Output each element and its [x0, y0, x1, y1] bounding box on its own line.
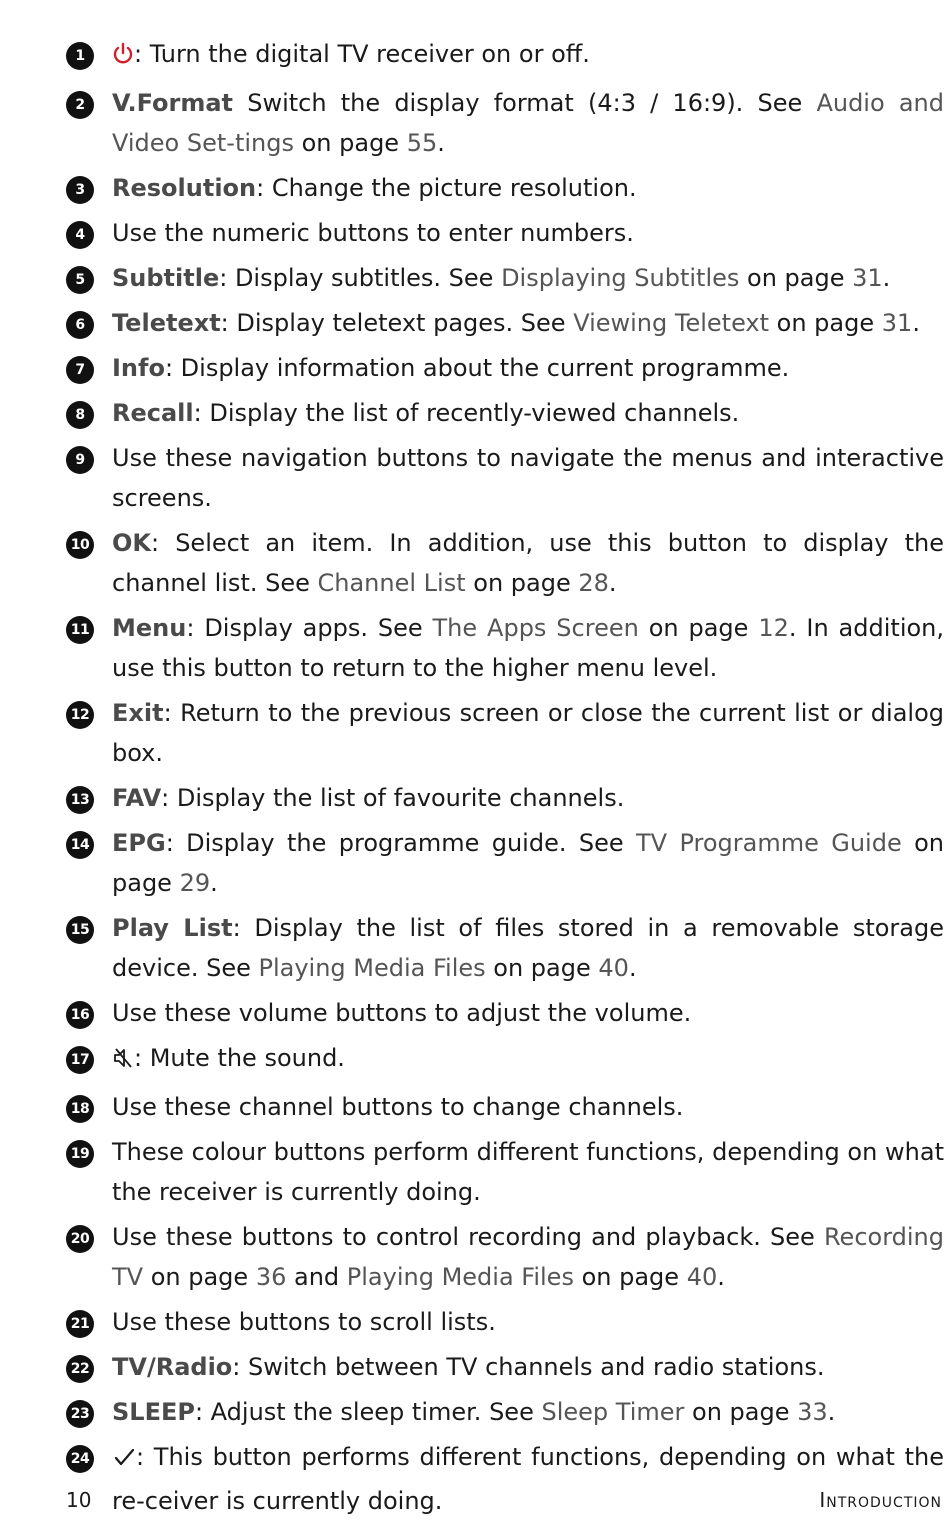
cross-reference-link[interactable]: Displaying Subtitles [501, 264, 740, 292]
description-text: : Display the list of favourite channels. [161, 784, 625, 812]
item-number-badge: 1 [66, 42, 94, 70]
list-item [66, 348, 944, 388]
description-text: . [912, 309, 920, 337]
list-item [66, 1302, 944, 1342]
item-number-badge: 2 [66, 91, 94, 119]
item-number-badge: 24 [66, 1445, 94, 1473]
cross-reference-link[interactable]: The Apps Screen [432, 614, 639, 642]
list-item [66, 908, 944, 988]
description-text: : Mute the sound. [134, 1044, 345, 1072]
cross-reference-link[interactable]: Audio and Video Set-tings [112, 89, 944, 157]
mute-icon [112, 1042, 134, 1082]
list-item [66, 393, 944, 433]
list-item [66, 523, 944, 603]
button-name: Recall [112, 399, 194, 427]
cross-reference-link[interactable]: 40 [686, 1263, 718, 1291]
item-number-badge: 8 [66, 401, 94, 429]
button-name: SLEEP [112, 1398, 195, 1426]
item-number-badge: 11 [66, 616, 94, 644]
button-name: TV/Radio [112, 1353, 233, 1381]
description-text: : Display information about the current programme. [164, 354, 790, 382]
cross-reference-link[interactable]: 40 [598, 954, 629, 982]
cross-reference-link[interactable]: Viewing Teletext [573, 309, 770, 337]
list-item [66, 778, 944, 818]
description-text: . In addition, use this button to return to the higher menu level. [112, 614, 945, 682]
list-item [66, 213, 944, 253]
cross-reference-link[interactable]: 12 [758, 614, 789, 642]
description-text: Switch the display format (4:3 / 16:9). See [233, 89, 817, 117]
item-number-badge: 16 [66, 1001, 94, 1029]
button-description-list [66, 34, 944, 1526]
description-text: on page [769, 309, 882, 337]
description-text: : This button performs different functions, depending on what the re-ceiver is currently doing. [112, 1443, 944, 1515]
list-item [66, 1347, 944, 1387]
button-name: Menu [112, 614, 187, 642]
item-number-badge: 21 [66, 1310, 94, 1338]
list-item [66, 823, 944, 903]
item-number-badge: 19 [66, 1140, 94, 1168]
description-text: : Change the picture resolution. [256, 174, 637, 202]
item-number-badge: 22 [66, 1355, 94, 1383]
page-number: 10 [66, 1488, 92, 1512]
description-text: Use these navigation buttons to navigate the menus and interactive screens. [112, 444, 944, 512]
description-text: . [628, 954, 637, 982]
list-item [66, 1217, 944, 1297]
list-item [66, 1038, 944, 1082]
description-text: Use these buttons to control recording and playback. See [112, 1223, 824, 1251]
description-text: . [827, 1398, 836, 1426]
description-text: and [286, 1263, 347, 1291]
item-number-badge: 20 [66, 1225, 94, 1253]
button-name: Resolution [112, 174, 257, 202]
cross-reference-link[interactable]: 31 [881, 309, 913, 337]
list-item [66, 438, 944, 518]
item-number-badge: 4 [66, 221, 94, 249]
description-text: on page [739, 264, 853, 292]
list-item [66, 1087, 944, 1127]
cross-reference-link[interactable]: Playing Media Files [346, 1263, 574, 1291]
item-number-badge: 12 [66, 701, 94, 729]
description-text: Use these channel buttons to change channels. [112, 1093, 684, 1121]
button-name: Subtitle [112, 264, 220, 292]
item-number-badge: 15 [66, 916, 94, 944]
cross-reference-link[interactable]: TV Programme Guide [636, 829, 902, 857]
description-text: : Switch between TV channels and radio stations. [232, 1353, 825, 1381]
description-text: . [882, 264, 891, 292]
button-name: OK [112, 529, 151, 557]
button-name: Info [112, 354, 165, 382]
list-item [66, 34, 944, 78]
item-number-badge: 7 [66, 356, 94, 384]
cross-reference-link[interactable]: 29 [179, 869, 211, 897]
description-text: : Adjust the sleep timer. See [194, 1398, 542, 1426]
list-item [66, 693, 944, 773]
item-number-badge: 13 [66, 786, 94, 814]
button-name: FAV [112, 784, 162, 812]
description-text: on page [684, 1398, 798, 1426]
button-name: Exit [112, 699, 164, 727]
item-number-badge: 17 [66, 1046, 94, 1074]
description-text: Use the numeric buttons to enter numbers. [112, 219, 634, 247]
description-text: on page [143, 1263, 256, 1291]
description-text: : Display the programme guide. See [165, 829, 636, 857]
button-name: Play List [112, 914, 233, 942]
page-footer [66, 1488, 942, 1512]
description-text: on page [573, 1263, 687, 1291]
description-text: on page [638, 614, 759, 642]
item-number-badge: 9 [66, 446, 94, 474]
item-number-badge: 3 [66, 176, 94, 204]
description-text: : Return to the previous screen or close the current list or dialog box. [112, 699, 944, 767]
cross-reference-link[interactable]: 28 [578, 569, 609, 597]
description-text: on page [293, 129, 407, 157]
cross-reference-link[interactable]: Playing Media Files [258, 954, 486, 982]
description-text: : Display the list of recently-viewed channels. [193, 399, 740, 427]
description-text: Use these buttons to scroll lists. [112, 1308, 496, 1336]
cross-reference-link[interactable]: 33 [797, 1398, 828, 1426]
list-item [66, 168, 944, 208]
list-item [66, 303, 944, 343]
list-item [66, 83, 944, 163]
cross-reference-link[interactable]: 36 [255, 1263, 287, 1291]
item-number-badge: 5 [66, 266, 94, 294]
list-item [66, 608, 944, 688]
list-item [66, 1392, 944, 1432]
section-title: Introduction [819, 1488, 942, 1512]
description-text: These colour buttons perform different functions, depending on what the receiver is currently doing. [112, 1138, 944, 1206]
item-number-badge: 6 [66, 311, 94, 339]
item-number-badge: 14 [66, 831, 94, 859]
description-text: . [608, 569, 617, 597]
item-number-badge: 10 [66, 531, 94, 559]
button-name: V.Format [112, 89, 234, 117]
cross-reference-link[interactable]: 55 [406, 129, 438, 157]
list-item [66, 993, 944, 1033]
checkmark-icon [112, 1441, 136, 1481]
description-text: Use these volume buttons to adjust the volume. [112, 999, 692, 1027]
button-name: Teletext [112, 309, 221, 337]
description-text: : Select an item. In addition, use this button to display the channel list. See [112, 529, 944, 597]
description-text: : Display apps. See [186, 614, 433, 642]
description-text: on page [465, 569, 579, 597]
list-item [66, 258, 944, 298]
item-number-badge: 23 [66, 1400, 94, 1428]
cross-reference-link[interactable]: Sleep Timer [541, 1398, 685, 1426]
description-text: on page [112, 829, 944, 897]
item-number-badge: 18 [66, 1095, 94, 1123]
button-name: EPG [112, 829, 166, 857]
description-text: on page [485, 954, 599, 982]
description-text: . [437, 129, 445, 157]
description-text: : Turn the digital TV receiver on or off. [134, 40, 590, 68]
cross-reference-link[interactable]: Recording TV [112, 1223, 944, 1291]
list-item [66, 1132, 944, 1212]
description-text: : Display the list of files stored in a removable storage device. See [112, 914, 944, 982]
description-text: : Display subtitles. See [219, 264, 502, 292]
description-text: . [210, 869, 218, 897]
cross-reference-link[interactable]: Channel List [317, 569, 466, 597]
power-icon [112, 38, 134, 78]
description-text: . [717, 1263, 725, 1291]
description-text: : Display teletext pages. See [220, 309, 574, 337]
cross-reference-link[interactable]: 31 [852, 264, 883, 292]
